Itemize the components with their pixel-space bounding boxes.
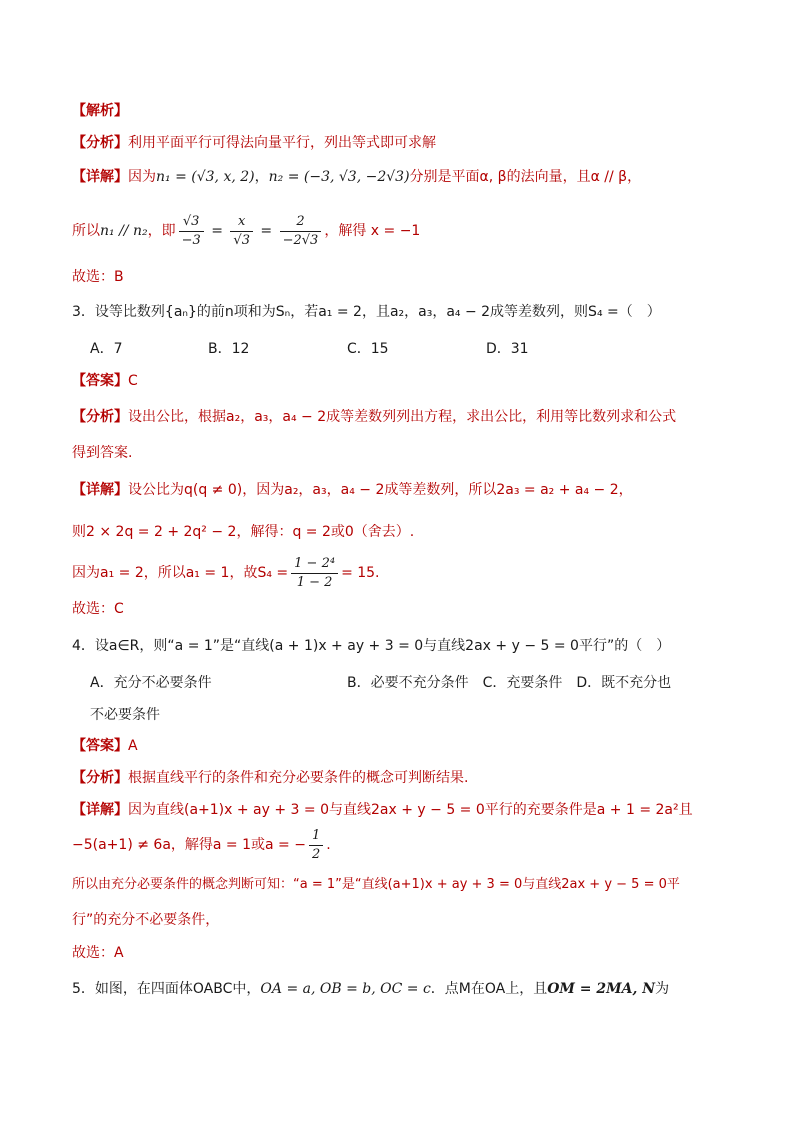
- q5-vectors: OA = a, OB = b, OC = c: [260, 981, 431, 997]
- q3-frac-den: 1 − 2: [296, 574, 333, 590]
- q4-conclusion-line1: 所以由充分必要条件的概念判断可知：“a = 1”是“直线(a+1)x + ay + 3 = 0与直线2ax + y − 5 = 0平: [72, 877, 680, 892]
- q3-fenxi-line2: 得到答案.: [72, 445, 133, 461]
- q2-n1-vector: n₁ = (√3, x, 2): [156, 169, 255, 185]
- q3-xiangjie-line3: [72, 554, 380, 592]
- q4-answer-line: [72, 736, 138, 756]
- q2-n2-vector: n₂ = (−3, √3, −2√3): [268, 169, 410, 185]
- q3-option-b: B．12: [208, 341, 250, 357]
- q2-frac1: [179, 213, 204, 250]
- q3-answer-line: [72, 371, 138, 391]
- q4-frac: [309, 827, 323, 864]
- q2-xiangjie-prefix: 因为: [128, 169, 156, 185]
- q4-choice: 故选：A: [72, 945, 124, 961]
- daan-tag: 【答案】: [72, 373, 128, 389]
- q3-option-a: A．7: [90, 341, 123, 357]
- daan-tag: 【答案】: [72, 738, 128, 754]
- q4-xiangjie-line1: [72, 800, 693, 820]
- q2-frac3-den: −2√3: [282, 232, 319, 248]
- q3-frac-num: 1 − 2⁴: [291, 555, 338, 574]
- q2-frac3: [280, 213, 322, 250]
- q3-stem: 3．设等比数列{aₙ}的前n项和为Sₙ，若a₁ = 2，且a₂，a₃，a₄ − 2成等差数列，则S₄ =（ ）: [72, 304, 661, 320]
- q3-xiangjie-line2: 则2 × 2q = 2 + 2q² − 2，解得：q = 2或0（舍去）.: [72, 524, 415, 540]
- q2-fenxi-text: 利用平面平行可得法向量平行，列出等式即可求解: [128, 135, 436, 151]
- q4-frac-num: 1: [309, 827, 323, 846]
- q3-choice: 故选：C: [72, 601, 124, 617]
- q2-frac1-den: −3: [181, 232, 201, 248]
- q2-frac2-den: √3: [233, 232, 250, 248]
- q2-parallel: n₁ // n₂: [100, 223, 148, 239]
- fenxi-tag: 【分析】: [72, 770, 128, 786]
- q4-answer: A: [128, 738, 138, 754]
- xiangjie-tag: 【详解】: [72, 482, 128, 498]
- fenxi-tag: 【分析】: [72, 409, 128, 425]
- q4-option-a: A．充分不必要条件: [90, 675, 212, 691]
- q4-fenxi-text: 根据直线平行的条件和充分必要条件的概念可判断结果.: [128, 770, 469, 786]
- q5-stem-mid: ．点M在OA上，且: [430, 981, 548, 997]
- q4-line2-end: .: [326, 837, 331, 853]
- q3-xiangjie-line1: [72, 480, 633, 500]
- q3-option-c: C．15: [347, 341, 389, 357]
- q2-xiangjie-line2: 所以n₁ // n₂，即 $\frac{√3}{-3}$ = $\frac{x}{√3}$ = $\frac{2}{-2√3}$ ，解得 x = −1: [72, 213, 421, 248]
- q4-option-cont: 不必要条件: [90, 707, 160, 723]
- q4-xiangjie-line2: [72, 826, 331, 864]
- fenxi-tag: 【分析】: [72, 135, 128, 151]
- q5-stem: [72, 979, 669, 999]
- q5-bold-eq: OM = 2MA, N: [547, 981, 656, 997]
- q4-stem: 4．设a∈R，则“a = 1”是“直线(a + 1)x + ay + 3 = 0与直线2ax + y − 5 = 0平行”的（ ）: [72, 638, 671, 654]
- q2-xiangjie-line1: [72, 167, 641, 187]
- q2-sep: ，: [254, 169, 269, 185]
- q2-frac2: [230, 213, 253, 250]
- q3-xiangjie-text1: 设公比为q(q ≠ 0)，因为a₂，a₃，a₄ − 2成等差数列，所以2a₃ = a₂ + a₄ − 2，: [128, 482, 633, 498]
- xiangjie-tag: 【详解】: [72, 169, 128, 185]
- q3-line3-end: = 15.: [341, 565, 380, 581]
- q2-line2-prefix: 所以: [72, 223, 100, 239]
- q2-xiangjie-suffix: 分别是平面α, β的法向量，且α // β，: [409, 169, 642, 185]
- q4-fenxi-line: [72, 768, 468, 788]
- q3-fenxi-line1: [72, 407, 676, 427]
- q2-frac1-num: √3: [179, 213, 204, 232]
- q4-frac-den: 2: [311, 846, 321, 862]
- q2-frac2-num: x: [230, 213, 253, 232]
- q2-line2-mid: ，即: [147, 223, 176, 239]
- q3-fenxi-text1: 设出公比，根据a₂，a₃，a₄ − 2成等差数列列出方程，求出公比，利用等比数列求和公式: [128, 409, 677, 425]
- q4-line2-prefix: −5(a+1) ≠ 6a，解得a = 1或a = −: [72, 837, 306, 853]
- xiangjie-tag: 【详解】: [72, 802, 128, 818]
- q2-choice: 故选：B: [72, 269, 124, 285]
- q4-xiangjie-text1: 因为直线(a+1)x + ay + 3 = 0与直线2ax + y − 5 = 0平行的充要条件是a + 1 = 2a²且: [128, 802, 693, 818]
- q2-frac3-num: 2: [280, 213, 322, 232]
- q3-line3-prefix: 因为a₁ = 2，所以a₁ = 1，故S₄ =: [72, 565, 289, 581]
- q5-stem-prefix: 5．如图，在四面体OABC中，: [72, 981, 261, 997]
- q3-frac: [291, 555, 338, 592]
- q5-stem-end: 为: [655, 981, 670, 997]
- q4-conclusion-line2: 行”的充分不必要条件，: [72, 912, 220, 928]
- section-jiexi: 【解析】: [72, 103, 128, 119]
- q2-fenxi-line: [72, 133, 436, 153]
- q2-line2-end: ，解得 x = −1: [324, 223, 421, 239]
- q3-answer: C: [128, 373, 138, 389]
- q4-option-bcd: B．必要不充分条件 C．充要条件 D．既不充分也: [347, 675, 672, 691]
- q3-option-d: D．31: [486, 341, 529, 357]
